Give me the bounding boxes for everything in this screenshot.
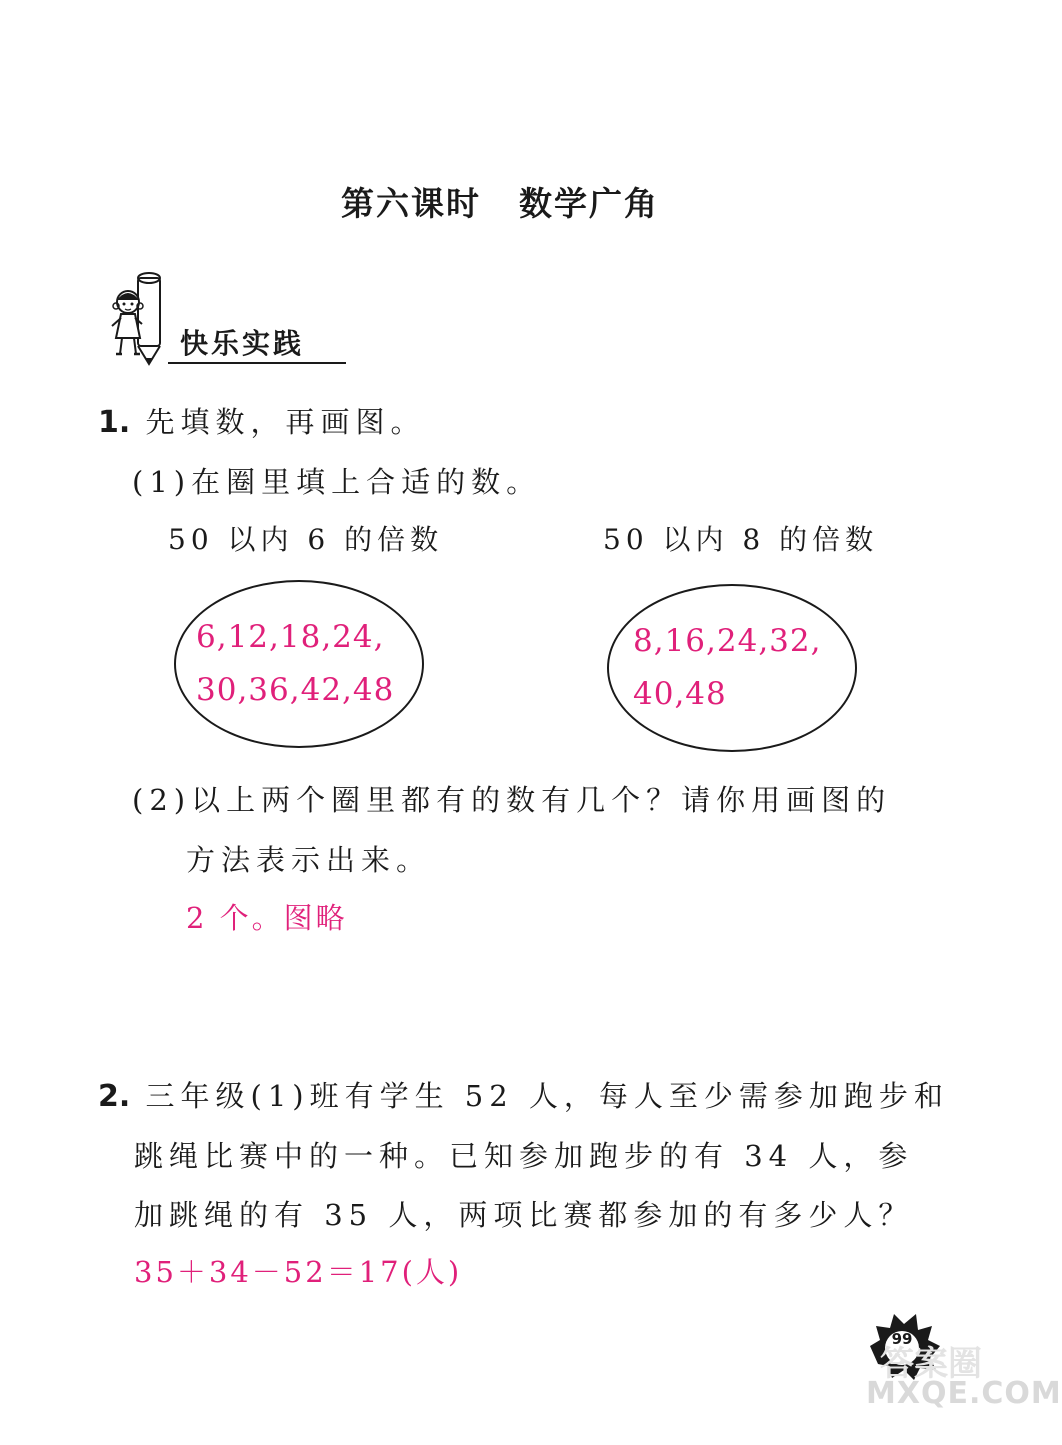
right-ellipse-line-2: 40,48 <box>633 676 727 712</box>
section-label: 快乐实践 <box>180 327 305 360</box>
question-1-number: 1. <box>98 405 131 440</box>
question-2-answer: 35＋34－52＝17(人) <box>134 1255 463 1289</box>
question-2-line-3: 加跳绳的有 35 人，两项比赛都参加的有多少人？ <box>134 1198 914 1232</box>
question-1 <box>98 400 426 441</box>
girl-pencil-icon <box>104 268 176 368</box>
left-ellipse-line-2: 30,36,42,48 <box>196 672 395 708</box>
watermark-url: MXQE.COM <box>866 1376 1062 1411</box>
lesson-topic: 数学广角 <box>519 184 659 223</box>
question-1-prompt: 先填数，再画图。 <box>145 405 426 439</box>
question-1-sub2-line-2: 方法表示出来。 <box>186 843 432 877</box>
watermark-logo: 答案圈 <box>880 1344 982 1384</box>
question-1-sub2-answer: 2 个。图略 <box>186 901 348 935</box>
right-circle-caption: 50 以内 8 的倍数 <box>603 523 879 556</box>
left-circle-caption: 50 以内 6 的倍数 <box>168 523 444 556</box>
page-title <box>0 178 1000 225</box>
question-2-line-2: 跳绳比赛中的一种。已知参加跑步的有 34 人，参 <box>134 1139 914 1173</box>
right-ellipse-line-1: 8,16,24,32, <box>633 623 822 659</box>
section-underline <box>168 362 346 364</box>
left-ellipse-line-1: 6,12,18,24, <box>196 619 385 655</box>
question-2-text-1: 三年级(1)班有学生 52 人，每人至少需参加跑步和 <box>145 1079 949 1113</box>
lesson-label: 第六课时 <box>341 184 481 223</box>
question-1-sub1: (1)在圈里填上合适的数。 <box>132 465 542 499</box>
page-number: 99 <box>891 1330 913 1348</box>
question-2-line-1 <box>98 1074 949 1115</box>
question-2-number: 2. <box>98 1079 131 1114</box>
right-ellipse-answer <box>633 615 821 721</box>
question-1-sub2-line-1: (2)以上两个圈里都有的数有几个？请你用画图的 <box>132 783 892 817</box>
left-ellipse-answer <box>196 611 394 717</box>
